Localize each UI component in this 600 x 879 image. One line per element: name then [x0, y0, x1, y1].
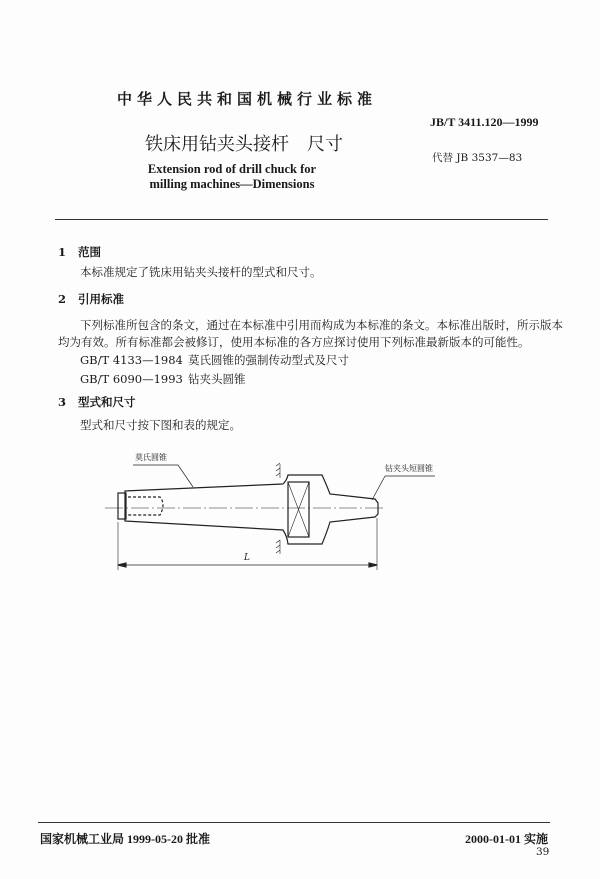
section-1-text: 本标准规定了铣床用钻夹头接杆的型式和尺寸。 [80, 265, 322, 279]
label-chuck-taper: 钻夹头短圆锥 [385, 464, 433, 473]
rod-outline [125, 475, 378, 544]
title-en-line1: Extension rod of drill chuck for [147, 162, 317, 176]
section-2-text-line1: 下列标准所包含的条文，通过在本标准中引用而构成为本标准的条文。本标准出版时，所示版本 [80, 318, 563, 332]
standard-code: JB/T 3411.120—1999 [430, 115, 539, 129]
replaces-standard: 代替 JB 3537—83 [432, 152, 523, 164]
title-zh: 铁床用钻夹头接杆 尺寸 [145, 134, 343, 155]
section-1-heading: 1 范围 [58, 245, 102, 259]
section-2-heading: 2 引用标准 [58, 292, 125, 306]
footer-effective-date: 2000-01-01 实施 [465, 832, 548, 846]
leader-left [133, 465, 193, 487]
reference-item: GB/T 6090—1993 钻夹头圆锥 [80, 372, 246, 386]
label-morse-taper: 莫氏圆锥 [135, 453, 167, 462]
section-2-text-line2: 均为有效。所有标准都会被修订，使用本标准的各方应探讨使用下列标准最新版本的可能性。 [58, 335, 530, 349]
section-3-heading: 3 型式和尺寸 [58, 395, 136, 409]
footer-rule [38, 822, 550, 823]
reference-item: GB/T 4133—1984 莫氏圆锥的强制传动型式及尺寸 [80, 353, 349, 367]
standard-category: 中华人民共和国机械行业标准 [117, 90, 378, 108]
page-number: 39 [536, 846, 550, 858]
leader-right [372, 476, 435, 500]
footer-issuer: 国家机械工业局 1999-05-20 批准 [40, 832, 210, 846]
threaded-hole [128, 497, 163, 515]
section-3-text: 型式和尺寸按下图和表的规定。 [80, 418, 241, 432]
dimension-label-L: L [244, 553, 250, 563]
title-en-line2: milling machines—Dimensions [149, 177, 315, 191]
